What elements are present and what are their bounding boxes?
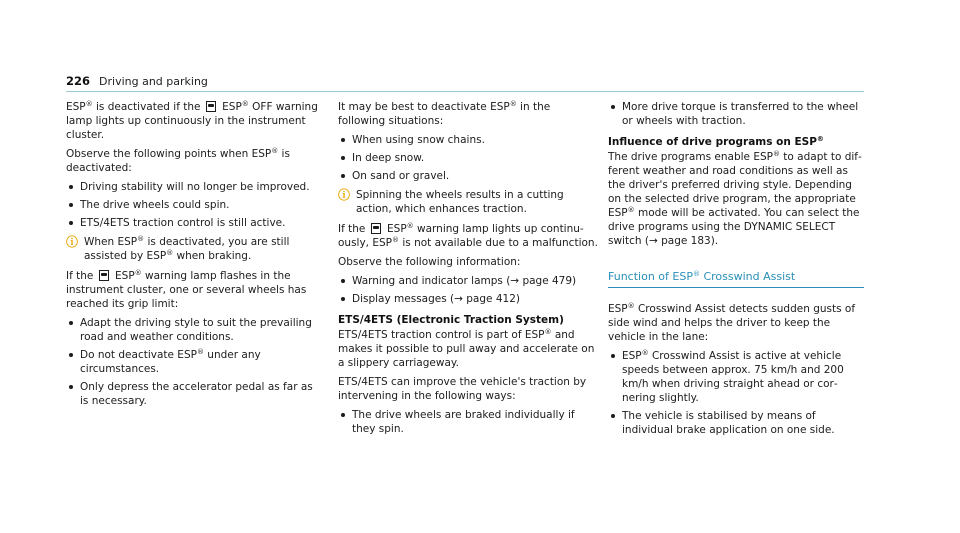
bullet-list [338,408,600,436]
paragraph: The drive programs enable ESP® to adapt to different weather and road conditions as well as the driver's preferred driving style. Depending on the selected drive program, the appropriate ESP® mode will be activated. You can select the drive programs using the DYNAMIC SELECT switch (→ page 183). [608,150,862,247]
list-item: The vehicle is stabilised by means of individual brake application on one side. [608,409,864,437]
list-item: The drive wheels are braked individually if they spin. [338,408,600,436]
page-header [66,74,208,92]
bullet-list [338,274,600,306]
paragraph: ETS/4ETS can improve the vehicle's traction by intervening in the following ways: [338,376,587,402]
note: ⓘ When ESP® is deactivated, you are still assisted by ESP® when braking. [66,235,290,262]
paragraph: If the ESP® warning lamp lights up continuously, ESP® is not available due to a malfunction. [338,222,598,249]
list-item: ESP® Crosswind Assist is active at vehicle speeds between approx. 75 km/h and 200 km/h when driving straight ahead or cornering slightly. [608,349,864,405]
subheading-drive-programs: Influence of drive programs on ESP® [608,135,824,148]
list-item: In deep snow. [338,151,600,165]
bullet-list [66,180,320,230]
page-number: 226 [66,74,91,88]
paragraph: Observe the following information: [338,256,521,268]
paragraph: If the ESP® warning lamp flashes in the instrument cluster, one or several wheels has reached its grip limit: [66,269,307,310]
list-item: The drive wheels could spin. [66,198,320,212]
list-item: ETS/4ETS traction control is still active. [66,216,320,230]
bullet-list [608,100,864,128]
column-2 [338,100,600,441]
esp-warning-icon [99,270,109,281]
list-item: Adapt the driving style to suit the prevailing road and weather conditions. [66,316,320,344]
paragraph: Observe the following points when ESP® is deactivated: [66,147,290,174]
cross-reference-lamps[interactable]: Warning and indicator lamps (→ page 479) [338,274,600,288]
paragraph: ETS/4ETS traction control is part of ESP® and makes it possible to pull away and accelerate on a slippery carriageway. [338,328,595,369]
list-item: Only depress the accelerator pedal as far as is necessary. [66,380,320,408]
subheading-ets: ETS/4ETS (Electronic Traction System) [338,314,564,326]
info-icon: ⓘ [66,235,79,249]
paragraph: It may be best to deactivate ESP® in the following situations: [338,100,551,127]
paragraph: ESP® is deactivated if the ESP® OFF warning lamp lights up continuously in the instrument cluster. [66,100,318,141]
esp-warning-icon [371,223,381,234]
cross-reference-messages[interactable]: Display messages (→ page 412) [338,292,600,306]
paragraph: ESP® Crosswind Assist detects sudden gusts of side wind and helps the driver to keep the vehicle in the lane: [608,302,856,343]
bullet-list [66,316,320,408]
info-icon: ⓘ [338,188,351,202]
list-item: When using snow chains. [338,133,600,147]
column-1 [66,100,320,413]
list-item: Do not deactivate ESP® under any circumstances. [66,348,320,376]
list-item: Driving stability will no longer be improved. [66,180,320,194]
note: ⓘ Spinning the wheels results in a cutting action, which enhances traction. [338,188,564,215]
bullet-list [608,349,864,437]
list-item: More drive torque is transferred to the wheel or wheels with traction. [608,100,864,128]
esp-off-warning-icon [206,101,216,112]
bullet-list [338,133,600,183]
page-section-title: Driving and parking [99,75,208,88]
header-rule [66,91,864,92]
section-heading-crosswind: Function of ESP® Crosswind Assist [608,270,864,288]
column-3 [608,100,864,442]
list-item: On sand or gravel. [338,169,600,183]
